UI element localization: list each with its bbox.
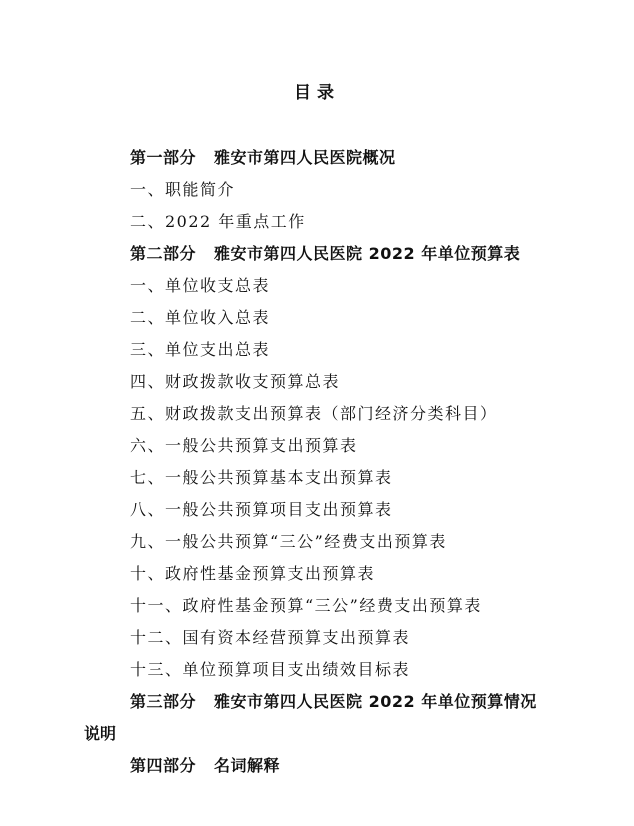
toc-part-2: [130, 244, 520, 264]
toc-item: 六、一般公共预算支出预算表: [130, 436, 358, 455]
toc-item: 十、政府性基金预算支出预算表: [130, 564, 376, 583]
toc-item: 十三、单位预算项目支出绩效目标表: [130, 660, 411, 679]
toc-item: 八、一般公共预算项目支出预算表: [130, 500, 393, 519]
toc-part-1: [130, 148, 396, 168]
toc-part-2-text: 雅安市第四人民医院 2022 年单位预算表: [214, 244, 521, 263]
toc-part-3-text: 雅安市第四人民医院 2022 年单位预算情况: [214, 692, 537, 711]
toc-part-4-text: 名词解释: [214, 756, 281, 775]
toc-item: 五、财政拨款支出预算表（部门经济分类科目）: [130, 404, 498, 423]
toc-part-3: [130, 692, 537, 712]
toc-item: 二、2022 年重点工作: [130, 212, 306, 231]
toc-item: 十一、政府性基金预算“三公”经费支出预算表: [130, 596, 482, 615]
toc-part-3-label: 第三部分: [130, 692, 197, 711]
toc-part-2-label: 第二部分: [130, 244, 197, 263]
toc-item: 二、单位收入总表: [130, 308, 271, 327]
toc-item: 三、单位支出总表: [130, 340, 271, 359]
toc-part-1-label: 第一部分: [130, 148, 197, 167]
toc-item: 九、一般公共预算“三公”经费支出预算表: [130, 532, 447, 551]
toc-item: 四、财政拨款收支预算总表: [130, 372, 341, 391]
toc-item: 七、一般公共预算基本支出预算表: [130, 468, 393, 487]
toc-part-4: [130, 756, 280, 776]
toc-part-3-continuation: 说明: [84, 724, 117, 743]
toc-part-1-text: 雅安市第四人民医院概况: [214, 148, 396, 167]
toc-item: 一、单位收支总表: [130, 276, 271, 295]
toc-part-4-label: 第四部分: [130, 756, 197, 775]
toc-title: 目录: [294, 83, 340, 103]
toc-item: 一、职能简介: [130, 180, 236, 199]
toc-item: 十二、国有资本经营预算支出预算表: [130, 628, 411, 647]
